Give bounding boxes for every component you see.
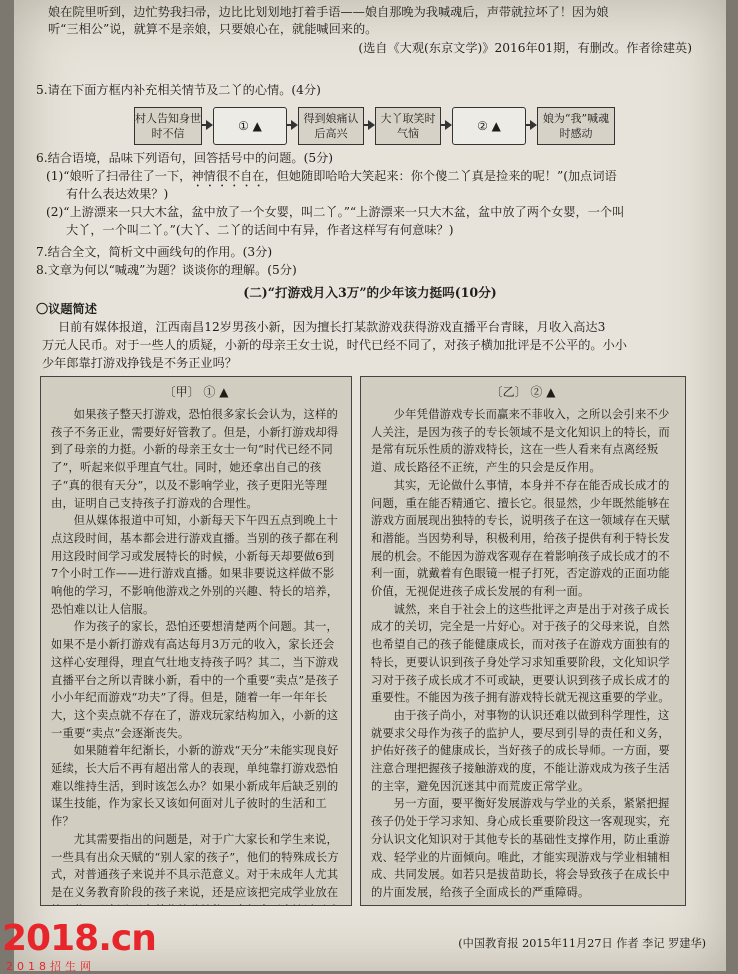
column-a-paragraph: 尤其需要指出的问题是，对于广大家长和学生来说，一些具有出众天赋的“别人家的孩子”，他们的特殊成长方式，对普通孩子来说并不具示范意义。对于未成年人尤其是在义务教育阶段的孩子来说，还是应该把完成学业放在 [51, 832, 339, 899]
column-b-paragraph: 由于孩子尚小，对事物的认识还难以做到科学理性，这就要求父母作为孩子的监护人，要尽到引导的责任和义务，护佑好孩子的健康成长，当好孩子的成长导师。一方面，要注意合理把握孩子接触游戏的度，不能让游戏成为孩子生活的主宰，避免因沉迷其中而荒废正常学业。 [371, 708, 670, 793]
question-5: 5.请在下面方框内补充相关情节及二丫的心情。(4分) [36, 83, 321, 97]
reading-column-a [40, 376, 352, 906]
flow-arrow [363, 124, 373, 126]
intro-line-1: 娘在院里听到，边忙势我扫帚，边比比划划地打着手语——娘自那晚为我喊魂后，声带就拉坏了！因为娘 [48, 5, 609, 19]
column-b-paragraph: 其实，无论做什么事情，本身并不存在能否成长成才的问题，重在能否精通它、擅长它。很显然，少年既然能够在游戏方面展现出独特的专长，说明孩子在这一领域存在天赋和潜能。当因势利导，积极利用，给孩子提供有利于特长发展的机会。不能因为游戏客观存在着影响孩子成长成才的不利一面，就戴着有色眼镜一棍子打死，否定游戏的正面功能价值，无视促进孩子成长发展的有利一面。 [371, 478, 670, 599]
flow-arrow [286, 124, 296, 126]
topic-line-3: 少年郎靠打游戏挣钱是不务正业吗？ [42, 356, 237, 370]
column-b-paragraph: 另一方面，要平衡好发展游戏与学业的关系，紧紧把握孩子仍处于学习求知、身心成长重要阶段这一客观现实，充分认识文化知识对于其他专长的基础性支撑作用，防止重游戏、轻学业的片面倾向。唯此，才能实现游戏与学业相辅相成、共同发展。如若只是拔苗助长，将会导致孩子在成长中的片面发展，给孩子全面成长的严重障碍。 [371, 797, 670, 899]
flow-box-blank-2: ② ▲ [452, 107, 526, 145]
site-watermark [0, 918, 240, 971]
exam-page [14, 0, 726, 971]
dotted-phrase: 神情很不自在 [191, 169, 265, 183]
column-b-heading: 〔乙〕 ② ▲ [490, 385, 556, 399]
flow-box-1: 村人告知身世时不信 [134, 107, 202, 145]
intro-line-2: 听“三相公”说，就算不是亲娘，只要娘心在，就能喊回来的。 [48, 22, 378, 36]
flow-arrow [201, 124, 211, 126]
part-2-title: (二)“打游戏月入3万”的少年该力挺吗(10分) [243, 285, 497, 300]
question-6-sentence-1: (1)“娘听了扫帚往了一下，神情很不自在，但她随即哈哈大笑起来：你个傻二丫真是捡来的呢！”(加点词语 [46, 169, 617, 183]
intro-source: (选自《大观(东京文学)》2016年01期，有删改。作者徐建英) [358, 41, 692, 55]
watermark-logo-text: 2018.cn [2, 918, 156, 959]
column-a-paragraph: 如果随着年纪渐长，小新的游戏“天分”未能实现良好延续，长大后不再有超出常人的表现，单纯靠打游戏恐怕难以维持生活，到时该怎么办？如果小新成年后缺乏别的谋生技能，作为家长又该如何面对儿子彼时的生活和工作？ [51, 744, 339, 829]
flow-box-6: 娘为“我”喊魂时感动 [537, 107, 615, 145]
column-b-paragraph: 少年凭借游戏专长而赢来不菲收入，之所以会引来不少人关注，是因为孩子的专长领域不是文化知识上的特长，而是常有玩乐性质的游戏特长，这在一些人看来有点离经叛道、成长路径不正统，产生的只会是反作用。 [371, 408, 670, 475]
question-6-sentence-2b: 大丫，一个叫二丫。”(大丫、二丫的话间中有异，作者这样写有何意味？) [66, 223, 454, 237]
column-a-paragraph: 作为孩子的家长，恐怕还要想清楚两个问题。其一，如果不是小新打游戏有高达每月3万元的收入，家长还会这样心安理得，理直气壮地支持孩子吗？其二，当下游戏直播平台之所以青睐小新，看中的一个重要“卖点”是孩子小小年纪而游戏“功夫”了得。但是，随着一年一年年长大，这个卖点就不存在了，游戏玩家结构加入，小新的这一重要“卖点”会逐渐丧失。 [51, 620, 339, 740]
topic-heading: 〇议题简述 [36, 302, 97, 316]
watermark-subtitle: 2018招生网 [6, 960, 95, 973]
article-source: (中国教育报 2015年11月27日 作者 李记 罗建华) [458, 937, 706, 950]
question-6-sentence-1-ask: 有什么表达效果？) [66, 187, 169, 201]
column-a-heading: 〔甲〕 ① ▲ [163, 385, 229, 399]
flow-box-3: 得到娘痛认后高兴 [298, 107, 364, 145]
topic-line-1: 日前有媒体报道，江西南昌12岁男孩小新，因为擅长打某款游戏获得游戏直播平台青睐，月收入高达3 [58, 320, 606, 334]
question-7: 7.结合全文，简析文中画线句的作用。(3分) [36, 245, 273, 259]
flow-arrow [525, 124, 535, 126]
question-6-sentence-2a: (2)“上游漂来一只大木盆，盆中放了一个女婴，叫二丫。”“上游漂来一只大木盆，盆中放了两个女婴，一个叫 [46, 205, 625, 219]
flow-arrow [440, 124, 450, 126]
column-a-paragraph: 但从媒体报道中可知，小新每天下午四五点到晚上十点这段时间，基本都会进行游戏直播。当别的孩子都在利用这段时间学习或发展特长的时候，小新每天却要做6到7个小时工作——进行游戏直播。如果非要说这样做不影响他的学习，不影响他游戏之外别的兴趣、特长的培养，恐怕难以让人信服。 [51, 514, 339, 616]
question-8: 8.文章为何以“喊魂”为题？谈谈你的理解。(5分) [36, 263, 297, 277]
question-6: 6.结合语境，品味下列语句，回答括号中的问题。(5分) [36, 151, 334, 165]
column-b-paragraph: 诚然，来自于社会上的这些批评之声是出于对孩子成长成才的关切，完全是一片好心。对于孩子的父母来说，自然也希望自己的孩子能健康成长，而对孩子在游戏方面独有的特长，更要认识到孩子身处学习求知重要阶段，文化知识学习对于孩子成长成才不可或缺，更要认识到孩子成长成才的重要性。不能因为孩子拥有游戏特长就无视这重要的学业。 [371, 602, 670, 705]
column-a-paragraph: 如果孩子整天打游戏，恐怕很多家长会认为，这样的孩子不务正业，需要好好管教了。但是，小新打游戏却得到了母亲的力挺。小新的母亲王女士一句“时代已经不同了”，听起来似乎理直气壮。同时，她还拿出自己的孩子“真的很有天分”，以及不影响学业，孩子更阳光等理由，证明自己支持孩子打游戏的合理性。 [51, 408, 339, 510]
flow-box-4: 大丫取笑时气恼 [375, 107, 441, 145]
flow-box-blank-1: ① ▲ [213, 107, 287, 145]
reading-column-b [360, 376, 686, 906]
topic-line-2: 万元人民币。对于一些人的质疑，小新的母亲王女士说，时代已经不同了，对孩子横加批评是不公平的。小小 [42, 338, 627, 352]
